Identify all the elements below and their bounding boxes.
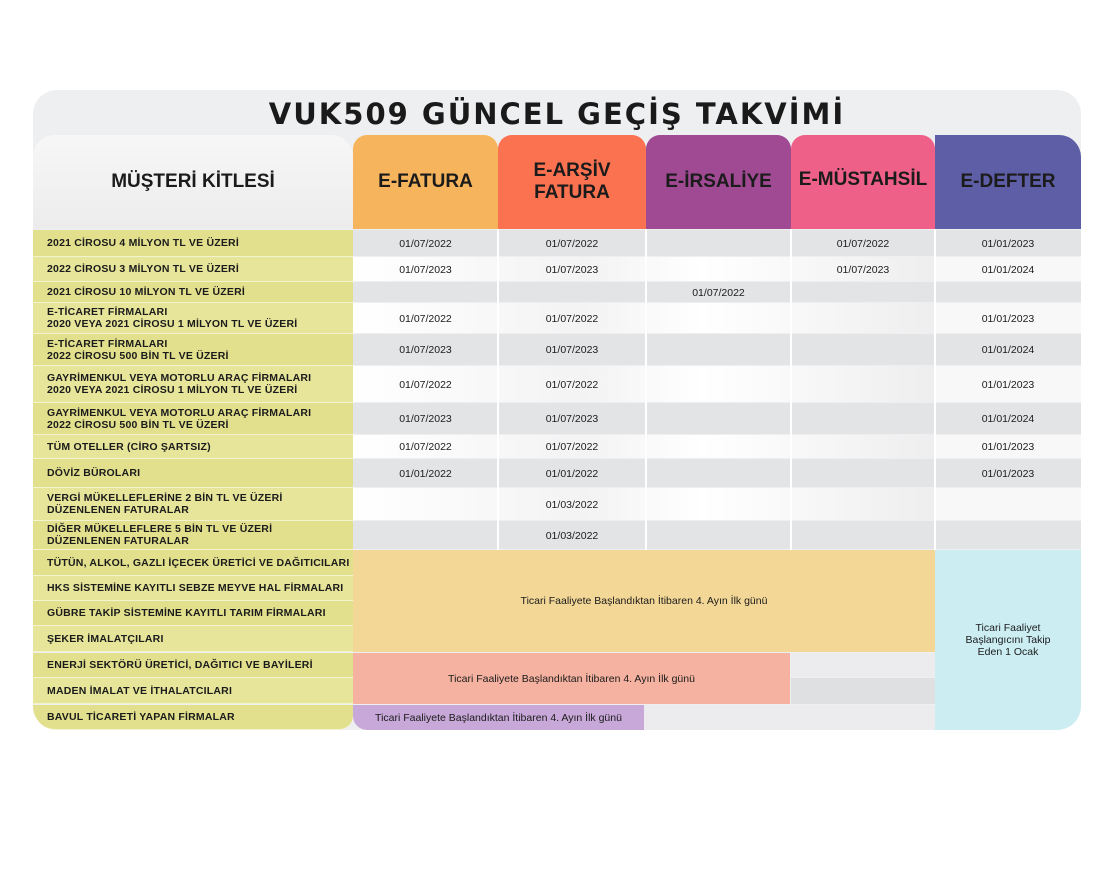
column-divider (497, 229, 499, 550)
page-title: VUK509 GÜNCEL GEÇİŞ TAKVİMİ (268, 97, 846, 131)
empty-cell (644, 705, 935, 730)
date-cell-irsaliye (646, 459, 791, 488)
date-cell-arsiv: 01/07/2023 (545, 413, 599, 425)
date-cell-fatura: 01/07/2022 (399, 312, 452, 325)
header-e-mustahsil: E-MÜSTAHSİL (791, 135, 935, 229)
row-label: 2021 CİROSU 4 MİLYON TL VE ÜZERİ (33, 230, 353, 257)
date-cell-fatura: 01/07/2023 (399, 263, 452, 276)
date-cell-irsaliye (646, 521, 791, 550)
date-cell-defter: 01/01/2023 (981, 312, 1035, 325)
date-cell-arsiv: 01/07/2022 (545, 378, 599, 391)
date-cell-mustahsil (791, 366, 935, 403)
date-cell-irsaliye (646, 403, 791, 435)
date-cell-defter: 01/01/2023 (981, 441, 1035, 453)
empty-cell (791, 653, 935, 677)
date-cell-arsiv: 01/07/2022 (545, 237, 599, 250)
date-cell-fatura (353, 282, 498, 303)
column-divider (934, 229, 936, 550)
column-divider (645, 229, 647, 550)
note-cell-teal (935, 550, 1081, 730)
empty-cell (791, 678, 935, 704)
date-cell-arsiv: 01/07/2022 (545, 312, 599, 325)
note-cell-orange: Ticari Faaliyete Başlandıktan İtibaren 4. Ayın İlk günü (353, 550, 935, 652)
sector-row-label: GÜBRE TAKİP SİSTEMİNE KAYITLI TARIM FİRMALARI (33, 601, 353, 626)
date-cell-mustahsil: 01/07/2022 (836, 237, 890, 250)
note-cell-purple: Ticari Faaliyete Başlandıktan İtibaren 4. Ayın İlk günü (353, 705, 644, 730)
row-label: DÖVİZ BÜROLARI (33, 459, 353, 488)
sector-row-label: HKS SİSTEMİNE KAYITLI SEBZE MEYVE HAL FİRMALARI (33, 576, 353, 601)
header-musteri-kitlesi: MÜŞTERİ KİTLESİ (33, 135, 353, 229)
date-cell-defter (935, 282, 1081, 303)
date-cell-fatura: 01/07/2023 (399, 413, 452, 425)
date-cell-arsiv: 01/03/2022 (545, 529, 599, 542)
date-cell-irsaliye (646, 334, 791, 366)
date-cell-arsiv: 01/07/2023 (545, 263, 599, 276)
date-cell-mustahsil (791, 403, 935, 435)
date-cell-irsaliye (646, 230, 791, 257)
date-cell-arsiv: 01/07/2023 (545, 344, 599, 356)
sector-row-label: TÜTÜN, ALKOL, GAZLI İÇECEK ÜRETİCİ VE DAĞITICILARI (33, 550, 353, 576)
row-label: E-TİCARET FİRMALARI 2020 VEYA 2021 CİROSU 1 MİLYON TL VE ÜZERİ (33, 303, 353, 334)
date-cell-defter: 01/01/2024 (981, 344, 1035, 356)
date-cell-defter (935, 521, 1081, 550)
date-cell-defter (935, 488, 1081, 521)
date-cell-arsiv (498, 282, 646, 303)
date-cell-arsiv: 01/01/2022 (545, 467, 599, 480)
date-cell-irsaliye (646, 435, 791, 459)
sector-row-label: ENERJİ SEKTÖRÜ ÜRETİCİ, DAĞITICI VE BAYİLERİ (33, 653, 353, 678)
header-e-fatura: E-FATURA (353, 135, 498, 229)
date-cell-arsiv: 01/07/2022 (545, 441, 599, 453)
row-label: E-TİCARET FİRMALARI 2022 CİROSU 500 BİN TL VE ÜZERİ (33, 334, 353, 366)
header-e-arsiv-fatura: E-ARŞİV FATURA (498, 135, 646, 229)
date-cell-fatura: 01/07/2022 (399, 378, 452, 391)
sector-row-label: ŞEKER İMALATÇILARI (33, 626, 353, 652)
column-divider (790, 229, 792, 550)
date-cell-defter: 01/01/2023 (981, 467, 1035, 480)
date-cell-fatura: 01/07/2023 (399, 344, 452, 356)
header-e-irsaliye: E-İRSALİYE (646, 135, 791, 229)
date-cell-mustahsil (791, 334, 935, 366)
date-cell-mustahsil (791, 282, 935, 303)
date-cell-mustahsil (791, 521, 935, 550)
date-cell-mustahsil: 01/07/2023 (836, 263, 890, 276)
date-cell-mustahsil (791, 435, 935, 459)
sector-row-label: BAVUL TİCARETİ YAPAN FİRMALAR (33, 705, 353, 730)
date-cell-mustahsil (791, 459, 935, 488)
row-label: VERGİ MÜKELLEFLERİNE 2 BİN TL VE ÜZERİ DÜZENLENEN FATURALAR (33, 488, 353, 521)
header-e-defter: E-DEFTER (935, 135, 1081, 229)
calendar-card (33, 90, 1081, 730)
date-cell-irsaliye (646, 488, 791, 521)
row-label: TÜM OTELLER (CİRO ŞARTSIZ) (33, 435, 353, 459)
date-cell-defter: 01/01/2023 (981, 378, 1035, 391)
date-cell-fatura: 01/07/2022 (399, 441, 452, 453)
date-cell-irsaliye (646, 366, 791, 403)
row-label: DİĞER MÜKELLEFLERE 5 BİN TL VE ÜZERİ DÜZENLENEN FATURALAR (33, 521, 353, 550)
date-cell-fatura (353, 521, 498, 550)
date-cell-irsaliye (646, 303, 791, 334)
date-cell-irsaliye (646, 257, 791, 282)
date-cell-mustahsil (791, 488, 935, 521)
row-label: GAYRİMENKUL VEYA MOTORLU ARAÇ FİRMALARI 2022 CİROSU 500 BİN TL VE ÜZERİ (33, 403, 353, 435)
date-cell-irsaliye: 01/07/2022 (692, 286, 745, 299)
date-cell-defter: 01/01/2024 (981, 263, 1035, 276)
date-cell-arsiv: 01/03/2022 (545, 498, 599, 511)
note-teal-text: Ticari Faaliyet Başlangıcını Takip Eden 1 Ocak (965, 622, 1051, 658)
date-cell-defter: 01/01/2023 (981, 237, 1035, 250)
date-cell-defter: 01/01/2024 (981, 413, 1035, 425)
row-label: 2021 CİROSU 10 MİLYON TL VE ÜZERİ (33, 282, 353, 303)
row-label: GAYRİMENKUL VEYA MOTORLU ARAÇ FİRMALARI 2020 VEYA 2021 CİROSU 1 MİLYON TL VE ÜZERİ (33, 366, 353, 403)
date-cell-fatura: 01/07/2022 (399, 237, 452, 250)
date-cell-mustahsil (791, 303, 935, 334)
row-label: 2022 CİROSU 3 MİLYON TL VE ÜZERİ (33, 257, 353, 282)
sector-row-label: MADEN İMALAT VE İTHALATCILARI (33, 678, 353, 704)
date-cell-fatura: 01/01/2022 (399, 467, 452, 480)
date-cell-fatura (353, 488, 498, 521)
note-cell-salmon: Ticari Faaliyete Başlandıktan İtibaren 4. Ayın İlk günü (353, 653, 790, 704)
